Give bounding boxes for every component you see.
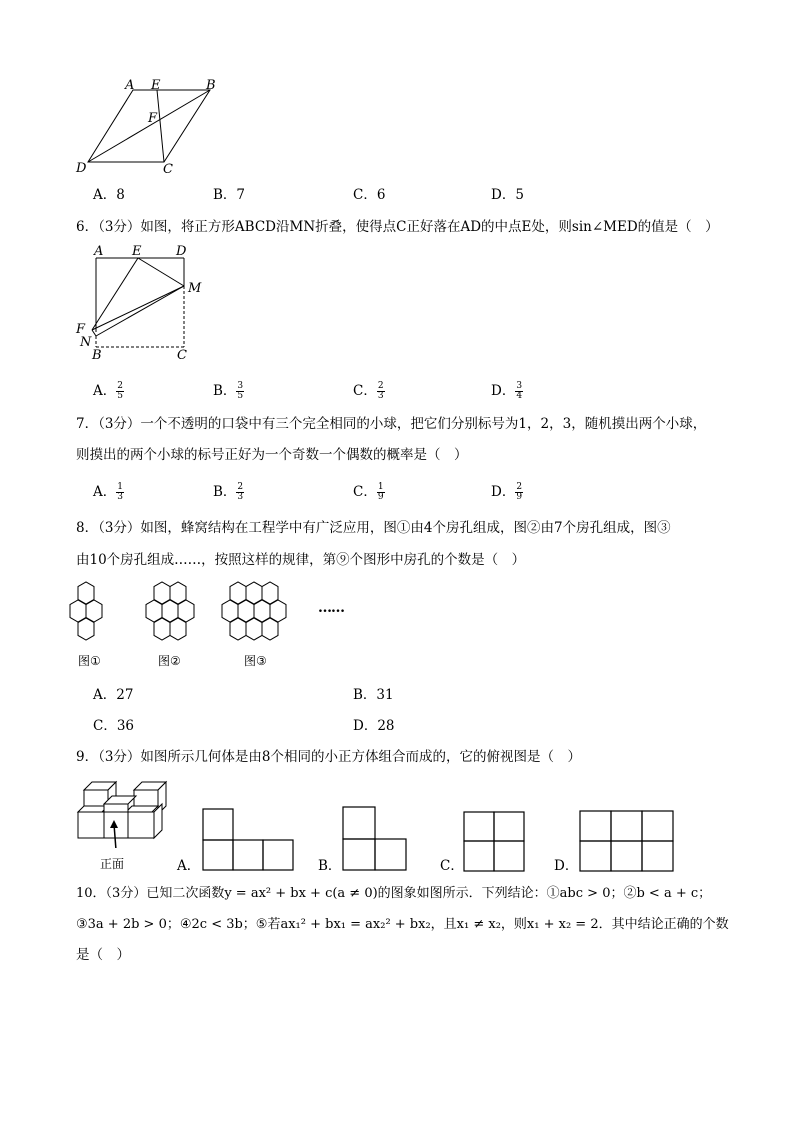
q7-option-d-letter: D． [491, 484, 516, 500]
q6-label-e: E [132, 244, 142, 259]
q9-option-b-view[interactable] [342, 806, 408, 872]
q6-label-a: A [94, 244, 104, 259]
q6-option-b[interactable] [213, 381, 244, 401]
q5-label-e: E [151, 78, 161, 93]
q9-stem: 9．（3分）如图所示几何体是由8个相同的小正方体组合而成的，它的俯视图是（ ） [76, 749, 582, 765]
q7-option-c-letter: C． [353, 484, 377, 500]
q6-option-a[interactable] [93, 381, 124, 401]
q10-stem-line3: 是（ ） [76, 947, 130, 963]
q5-option-b[interactable]: B．7 [213, 187, 246, 203]
q8-option-b[interactable]: B．31 [353, 687, 394, 703]
q5-label-f: F [148, 111, 158, 126]
q8-ellipsis: …… [318, 600, 344, 616]
q7-option-a[interactable] [93, 482, 124, 502]
q9-front-label: 正面 [100, 857, 125, 871]
q9-option-d-view[interactable] [579, 810, 674, 872]
q10-stem-line2: ③3a + 2b > 0；④2c < 3b；⑤若ax₁² + bx₁ = ax₂² + bx₂，且x₁ ≠ x₂，则x₁ + x₂ = 2．其中结论正确的个数 [76, 917, 729, 932]
q7-option-d-fraction: $\frac{2}{9}$ [516, 482, 523, 502]
q5-label-b: B [206, 78, 216, 93]
q9-option-a-letter[interactable]: A． [177, 858, 201, 874]
q6-label-n: N [80, 335, 92, 350]
q9-option-d-letter[interactable]: D． [554, 858, 579, 874]
q6-label-c: C [177, 348, 187, 363]
q10-stem-line1: 10．（3分）已知二次函数y = ax² + bx + c(a ≠ 0)的图象如图所示．下列结论：①abc > 0；②b < a + c； [76, 886, 712, 901]
q6-label-m: M [188, 281, 202, 296]
q7-option-c-fraction: $\frac{1}{9}$ [377, 482, 384, 502]
q8-caption-2: 图② [158, 654, 181, 668]
q6-option-d-fraction: $\frac{3}{4}$ [516, 381, 523, 401]
q8-stem-line2: 由10个房孔组成……，按照这样的规律，第⑨个图形中房孔的个数是（ ） [76, 552, 526, 568]
q7-option-d[interactable] [491, 482, 523, 502]
q8-option-a[interactable]: A．27 [93, 687, 134, 703]
q5-figure [70, 76, 230, 180]
q7-option-b-letter: B． [213, 484, 237, 500]
q6-option-c-fraction: $\frac{2}{3}$ [377, 381, 384, 401]
q8-option-c[interactable]: C．36 [93, 718, 135, 734]
q9-option-a-view[interactable] [202, 808, 295, 872]
q5-label-a: A [125, 78, 135, 93]
q8-option-d[interactable]: D．28 [353, 718, 395, 734]
q6-option-b-letter: B． [213, 383, 237, 399]
q6-label-f: F [76, 322, 86, 337]
q8-stem-line1: 8．（3分）如图，蜂窝结构在工程学中有广泛应用，图①由4个房孔组成，图②由7个房孔组成，图③ [76, 520, 671, 536]
q6-label-d: D [176, 244, 187, 259]
q5-option-a[interactable]: A．8 [93, 187, 125, 203]
honeycomb-figure-1 [70, 582, 102, 640]
q6-option-a-fraction: $\frac{2}{5}$ [117, 381, 123, 401]
q7-option-a-letter: A． [93, 484, 117, 500]
q5-option-c[interactable]: C．6 [353, 187, 386, 203]
q6-option-d[interactable] [491, 381, 523, 401]
honeycomb-figure-3 [222, 582, 286, 640]
q8-caption-3: 图③ [244, 654, 267, 668]
q5-option-d[interactable]: D．5 [491, 187, 524, 203]
q7-option-b[interactable] [213, 482, 244, 502]
q9-option-c-view[interactable] [463, 811, 525, 872]
q5-label-c: C [163, 162, 173, 177]
q6-option-c[interactable] [353, 381, 385, 401]
q7-option-b-fraction: $\frac{2}{3}$ [237, 482, 244, 502]
q7-option-c[interactable] [353, 482, 385, 502]
q8-caption-1: 图① [78, 654, 101, 668]
q6-option-b-fraction: $\frac{3}{5}$ [237, 381, 244, 401]
q6-option-a-letter: A． [93, 383, 117, 399]
q9-solid-figure [74, 770, 174, 848]
q9-option-c-letter[interactable]: C． [440, 858, 464, 874]
q5-label-d: D [76, 161, 87, 176]
q6-label-b: B [92, 348, 102, 363]
q6-stem: 6．（3分）如图，将正方形ABCD沿MN折叠，使得点C正好落在AD的中点E处，则sin∠MED的值是（ ） [76, 219, 719, 235]
q7-stem-line1: 7．（3分）一个不透明的口袋中有三个完全相同的小球，把它们分别标号为1，2，3，随机摸出两个小球， [76, 416, 707, 432]
q8-honeycomb-figures [66, 580, 326, 642]
q6-figure [72, 240, 212, 364]
q9-option-b-letter[interactable]: B． [318, 858, 342, 874]
q6-option-c-letter: C． [353, 383, 377, 399]
q7-option-a-fraction: $\frac{1}{3}$ [117, 482, 123, 502]
q6-option-d-letter: D． [491, 383, 516, 399]
q7-stem-line2: 则摸出的两个小球的标号正好为一个奇数一个偶数的概率是（ ） [76, 447, 468, 463]
honeycomb-figure-2 [146, 582, 194, 640]
